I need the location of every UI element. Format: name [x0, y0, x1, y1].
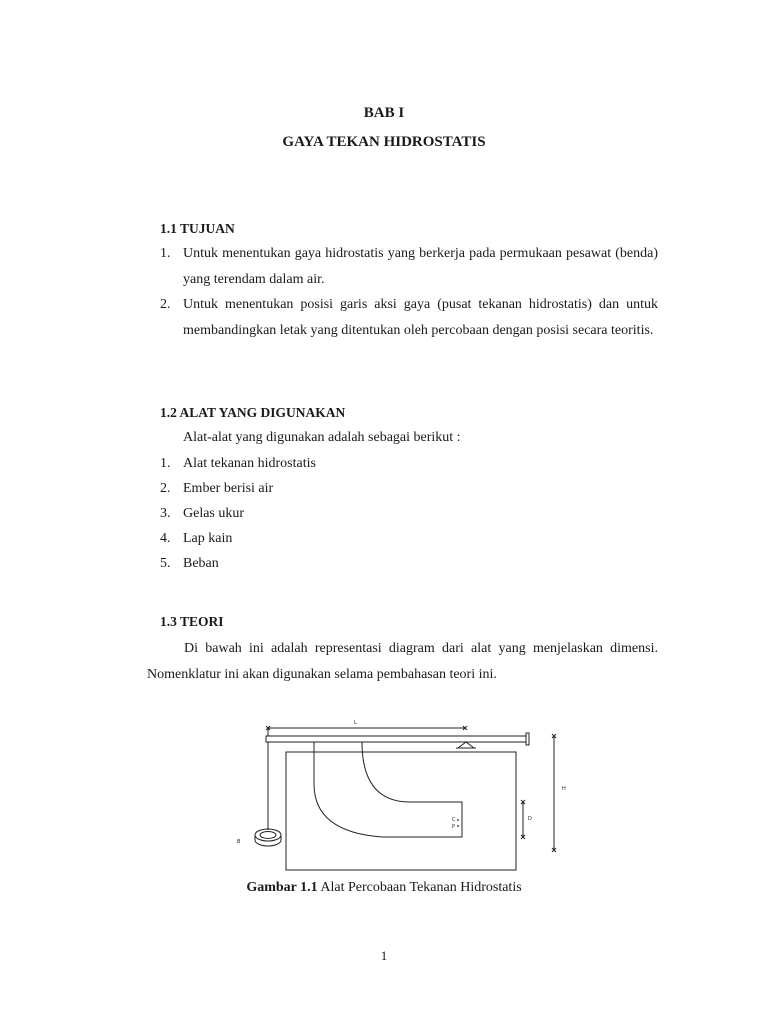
apparatus-diagram — [230, 714, 580, 874]
figure-caption — [0, 880, 768, 896]
chapter-title: GAYA TEKAN HIDROSTATIS — [282, 134, 486, 150]
label-c: C — [452, 817, 456, 823]
arm-end-stop — [526, 733, 529, 745]
alat-item-5-number: 5. — [160, 556, 171, 571]
label-h: H — [562, 786, 566, 792]
label-d: D — [528, 816, 532, 822]
alat-item-2-number: 2. — [160, 481, 171, 496]
balance-arm — [266, 736, 526, 742]
tujuan-item-2-text: Untuk menentukan posisi garis aksi gaya (pusat tekanan hidrostatis) dan untuk membandingkan letak yang ditentukan oleh percobaan dengan posisi secara teoritis. — [183, 297, 658, 338]
chapter-number: BAB I — [363, 105, 405, 121]
alat-item-3-number: 3. — [160, 506, 171, 521]
tujuan-item-1-number: 1. — [160, 246, 171, 261]
weight-pan-icon — [255, 829, 281, 841]
page-number: 1 — [380, 948, 388, 963]
alat-item-5-text: Beban — [183, 556, 219, 571]
section-heading-alat: 1.2 ALAT YANG DIGUNAKAN — [160, 405, 346, 420]
section-heading-tujuan: 1.1 TUJUAN — [160, 221, 235, 236]
alat-intro: Alat-alat yang digunakan adalah sebagai berikut : — [183, 430, 461, 445]
alat-item-4-text: Lap kain — [183, 531, 233, 546]
tujuan-item-2-number: 2. — [160, 297, 171, 312]
label-p: P — [452, 824, 456, 830]
figure-caption-text: Alat Percobaan Tekanan Hidrostatis — [317, 880, 522, 895]
alat-item-4-number: 4. — [160, 531, 171, 546]
teori-paragraph: Di bawah ini adalah representasi diagram dari alat yang menjelaskan dimensi. Nomenklatur ini akan digunakan selama pembahasan teori ini. — [147, 641, 658, 682]
tujuan-item-1-text: Untuk menentukan gaya hidrostatis yang berkerja pada permukaan pesawat (benda) yang terendam dalam air. — [183, 246, 658, 287]
figure-caption-number: Gambar 1.1 — [246, 880, 318, 895]
alat-item-2-text: Ember berisi air — [183, 481, 274, 496]
alat-item-1-number: 1. — [160, 456, 171, 471]
water-tank — [286, 752, 516, 870]
alat-item-3-text: Gelas ukur — [183, 506, 245, 521]
label-l: L — [354, 720, 357, 726]
quadrant-body — [314, 742, 462, 837]
label-b: B — [237, 839, 241, 845]
alat-item-1-text: Alat tekanan hidrostatis — [183, 456, 316, 471]
section-heading-teori: 1.3 TEORI — [160, 614, 224, 629]
pivot-icon — [458, 742, 474, 748]
